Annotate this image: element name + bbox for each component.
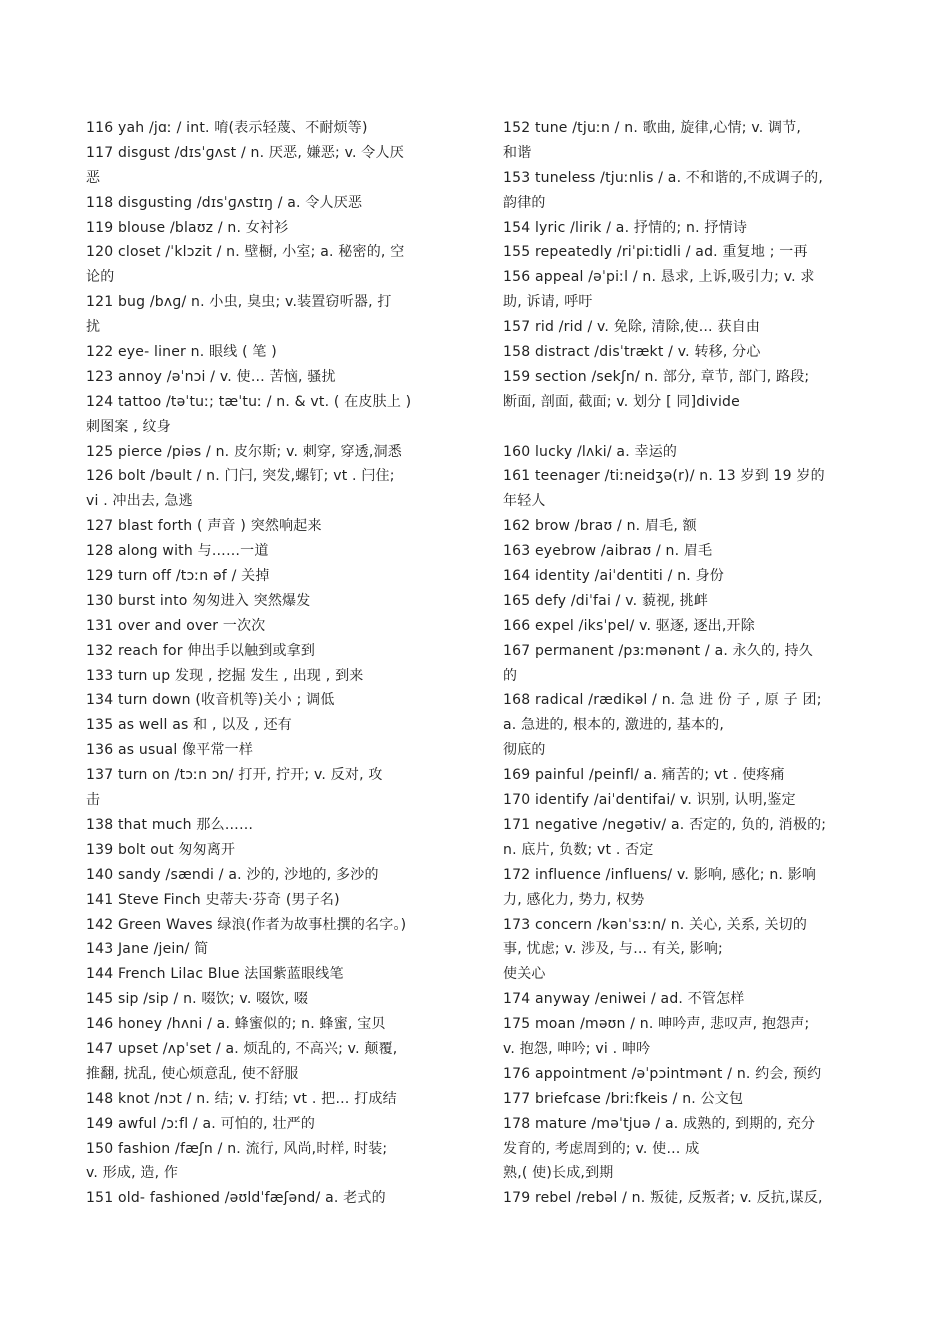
vocab-line: 142 Green Waves 绿浪(作者为故事杜撰的名字。) xyxy=(86,916,407,933)
vocab-line: 126 bolt /bəult / n. 门闩, 突发,螺钉; vt . 闩住; xyxy=(86,468,395,485)
vocab-line: 175 moan /məʊn / n. 呻吟声, 悲叹声, 抱怨声; xyxy=(503,1016,810,1033)
vocab-line: 162 brow /braʊ / n. 眉毛, 额 xyxy=(503,518,697,535)
vocab-line: 132 reach for 伸出手以触到或拿到 xyxy=(86,642,316,659)
vocab-line: 117 disgust /dɪsˈɡʌst / n. 厌恶, 嫌恶; v. 令人厌 xyxy=(86,144,404,161)
vocab-line: 力, 感化力, 势力, 权势 xyxy=(503,891,645,908)
vocab-line: 134 turn down (收音机等)关小 ; 调低 xyxy=(86,692,335,709)
vocab-line: 击 xyxy=(86,792,101,809)
vocab-line: 135 as well as 和 , 以及 , 还有 xyxy=(86,717,293,734)
vocab-line: 122 eye- liner n. 眼线 ( 笔 ) xyxy=(86,344,277,361)
vocab-line: 123 annoy /əˈnɔi / v. 使… 苦恼, 骚扰 xyxy=(86,368,336,385)
vocab-line: 扰 xyxy=(86,319,101,336)
vocab-line: 171 negative /negətiv/ a. 否定的, 负的, 消极的; xyxy=(503,816,827,833)
vocab-line: 147 upset /ʌpˈset / a. 烦乱的, 不高兴; v. 颠覆, xyxy=(86,1040,398,1057)
vocab-line: 130 burst into 匆匆进入 突然爆发 xyxy=(86,592,311,609)
vocab-line: 140 sandy /sændi / a. 沙的, 沙地的, 多沙的 xyxy=(86,866,379,883)
vocab-line: 154 lyric /lirik / a. 抒情的; n. 抒情诗 xyxy=(503,219,748,236)
vocab-line: 152 tune /tjuːn / n. 歌曲, 旋律,心情; v. 调节, xyxy=(503,120,802,136)
vocab-line: 助, 诉请, 呼吁 xyxy=(503,294,593,311)
vocab-line: 139 bolt out 匆匆离开 xyxy=(86,841,236,858)
vocab-line: 169 painful /peinfl/ a. 痛苦的; vt . 使疼痛 xyxy=(503,767,785,784)
vocab-line: 176 appointment /əˈpɔintmənt / n. 约会, 预约 xyxy=(503,1065,822,1082)
vocab-line: vi . 冲出去, 急逃 xyxy=(86,493,193,510)
vocab-line: 断面, 剖面, 截面; v. 划分 [ 同]divide xyxy=(503,393,740,410)
vocab-line: 恶 xyxy=(86,169,101,186)
vocab-line: 131 over and over 一次次 xyxy=(86,617,266,634)
vocab-line: 118 disgusting /dɪsˈɡʌstɪŋ / a. 令人厌恶 xyxy=(86,194,363,211)
vocab-line: 的 xyxy=(503,667,518,684)
vocab-line: 144 French Lilac Blue 法国紫蓝眼线笔 xyxy=(86,966,344,983)
vocab-line: 146 honey /hʌni / a. 蜂蜜似的; n. 蜂蜜, 宝贝 xyxy=(86,1016,386,1033)
vocab-line: 125 pierce /piəs / n. 皮尔斯; v. 刺穿, 穿透,洞悉 xyxy=(86,443,402,460)
vocab-line: 熟,( 使)长成,到期 xyxy=(503,1165,614,1182)
vocab-line: 174 anyway /eniwei / ad. 不管怎样 xyxy=(503,991,745,1008)
vocab-line: 136 as usual 像平常一样 xyxy=(86,742,254,759)
vocab-line: 韵律的 xyxy=(503,194,546,211)
vocab-line: 158 distract /disˈtrækt / v. 转移, 分心 xyxy=(503,344,761,361)
vocab-line: 173 concern /kənˈsɜːn/ n. 关心, 关系, 关切的 xyxy=(503,916,808,933)
vocab-line: 148 knot /nɔt / n. 结; v. 打结; vt . 把… 打成结 xyxy=(86,1090,397,1107)
vocab-line: 使关心 xyxy=(503,966,546,983)
vocab-line: 128 along with 与……一道 xyxy=(86,543,269,560)
vocab-line: 120 closet /ˈklɔzit / n. 壁橱, 小室; a. 秘密的, 空 xyxy=(86,244,405,261)
vocab-line: 145 sip /sip / n. 啜饮; v. 啜饮, 啜 xyxy=(86,991,309,1008)
vocab-line: v. 抱怨, 呻吟; vi . 呻吟 xyxy=(503,1040,651,1057)
vocab-line: 121 bug /bʌɡ/ n. 小虫, 臭虫; v.装置窃听器, 打 xyxy=(86,294,392,311)
vocab-line: 167 permanent /pɜːmənənt / a. 永久的, 持久 xyxy=(503,642,813,659)
vocab-line: 156 appeal /əˈpiːl / n. 恳求, 上诉,吸引力; v. 求 xyxy=(503,269,815,286)
vocab-line: 彻底的 xyxy=(503,742,546,759)
vocab-line: 事, 忧虑; v. 涉及, 与… 有关, 影响; xyxy=(503,941,723,958)
vocab-line: 164 identity /aiˈdentiti / n. 身份 xyxy=(503,568,724,585)
vocab-line: 133 turn up 发现 , 挖掘 发生 , 出现 , 到来 xyxy=(86,667,364,684)
vocab-line: 157 rid /rid / v. 免除, 清除,使… 获自由 xyxy=(503,319,761,336)
vocab-line: 129 turn off /tɔːn əf / 关掉 xyxy=(86,568,270,585)
vocab-line: 159 section /sekʃn/ n. 部分, 章节, 部门, 路段; xyxy=(503,368,810,385)
vocab-line: 发育的, 考虑周到的; v. 使… 成 xyxy=(503,1140,700,1157)
vocab-line: 179 rebel /rebəl / n. 叛徒, 反叛者; v. 反抗,谋反, xyxy=(503,1190,823,1207)
vocab-line xyxy=(503,415,868,440)
vocab-line: 165 defy /diˈfai / v. 藐视, 挑衅 xyxy=(503,592,709,609)
vocab-line: 刺图案 , 纹身 xyxy=(86,418,171,435)
vocab-line: v. 形成, 造, 作 xyxy=(86,1165,179,1182)
vocab-line: 168 radical /rædikəl / n. 急 进 份 子 , 原 子 团; xyxy=(503,692,822,709)
vocab-line: 153 tuneless /tjuːnlis / a. 不和谐的,不成调子的, xyxy=(503,169,823,186)
vocab-line: 和谐 xyxy=(503,144,532,161)
vocab-line: 178 mature /məˈtjuə / a. 成熟的, 到期的, 充分 xyxy=(503,1115,816,1132)
vocab-line: 137 turn on /tɔːn ɔn/ 打开, 拧开; v. 反对, 攻 xyxy=(86,767,383,784)
vocab-line: 170 identify /aiˈdentifai/ v. 识别, 认明,鉴定 xyxy=(503,792,796,809)
vocab-line: 论的 xyxy=(86,269,115,286)
vocab-line: a. 急进的, 根本的, 激进的, 基本的, xyxy=(503,717,725,734)
vocab-line: 138 that much 那么…… xyxy=(86,816,254,833)
vocab-line: 161 teenager /tiːneidʒə(r)/ n. 13 岁到 19 岁的 xyxy=(503,468,825,485)
vocab-line: 160 lucky /lʌki/ a. 幸运的 xyxy=(503,443,678,460)
vocab-line: 155 repeatedly /riˈpiːtidli / ad. 重复地 ; 一再 xyxy=(503,244,808,261)
vocab-line: 149 awful /ɔːfl / a. 可怕的, 壮严的 xyxy=(86,1115,316,1132)
vocab-line: 177 briefcase /briːfkeis / n. 公文包 xyxy=(503,1090,744,1107)
vocab-line: 163 eyebrow /aibraʊ / n. 眉毛 xyxy=(503,543,713,560)
vocab-line: n. 底片, 负数; vt . 否定 xyxy=(503,841,654,858)
vocab-line: 150 fashion /fæʃn / n. 流行, 风尚,时样, 时装; xyxy=(86,1140,388,1157)
left-column xyxy=(86,116,448,1211)
vocab-line: 年轻人 xyxy=(503,493,546,510)
vocab-line: 推翻, 扰乱, 使心烦意乱, 使不舒服 xyxy=(86,1065,299,1082)
vocab-line: 172 influence /influens/ v. 影响, 感化; n. 影响 xyxy=(503,866,817,883)
vocab-line: 127 blast forth ( 声音 ) 突然响起来 xyxy=(86,518,322,535)
vocab-line: 119 blouse /blaʊz / n. 女衬衫 xyxy=(86,219,289,236)
right-column xyxy=(503,116,868,1211)
vocab-line: 151 old- fashioned /əʊldˈfæʃənd/ a. 老式的 xyxy=(86,1190,386,1207)
vocab-line: 166 expel /iksˈpel/ v. 驱逐, 逐出,开除 xyxy=(503,617,755,634)
vocab-line: 141 Steve Finch 史蒂夫·芬奇 (男子名) xyxy=(86,891,340,908)
vocab-line: 116 yah /jɑː / int. 唷(表示轻蔑、不耐烦等) xyxy=(86,120,368,136)
vocab-line: 124 tattoo /təˈtuː; tæˈtuː / n. & vt. ( 在皮肤上 ) xyxy=(86,393,412,410)
vocab-line: 143 Jane /jein/ 简 xyxy=(86,941,209,958)
